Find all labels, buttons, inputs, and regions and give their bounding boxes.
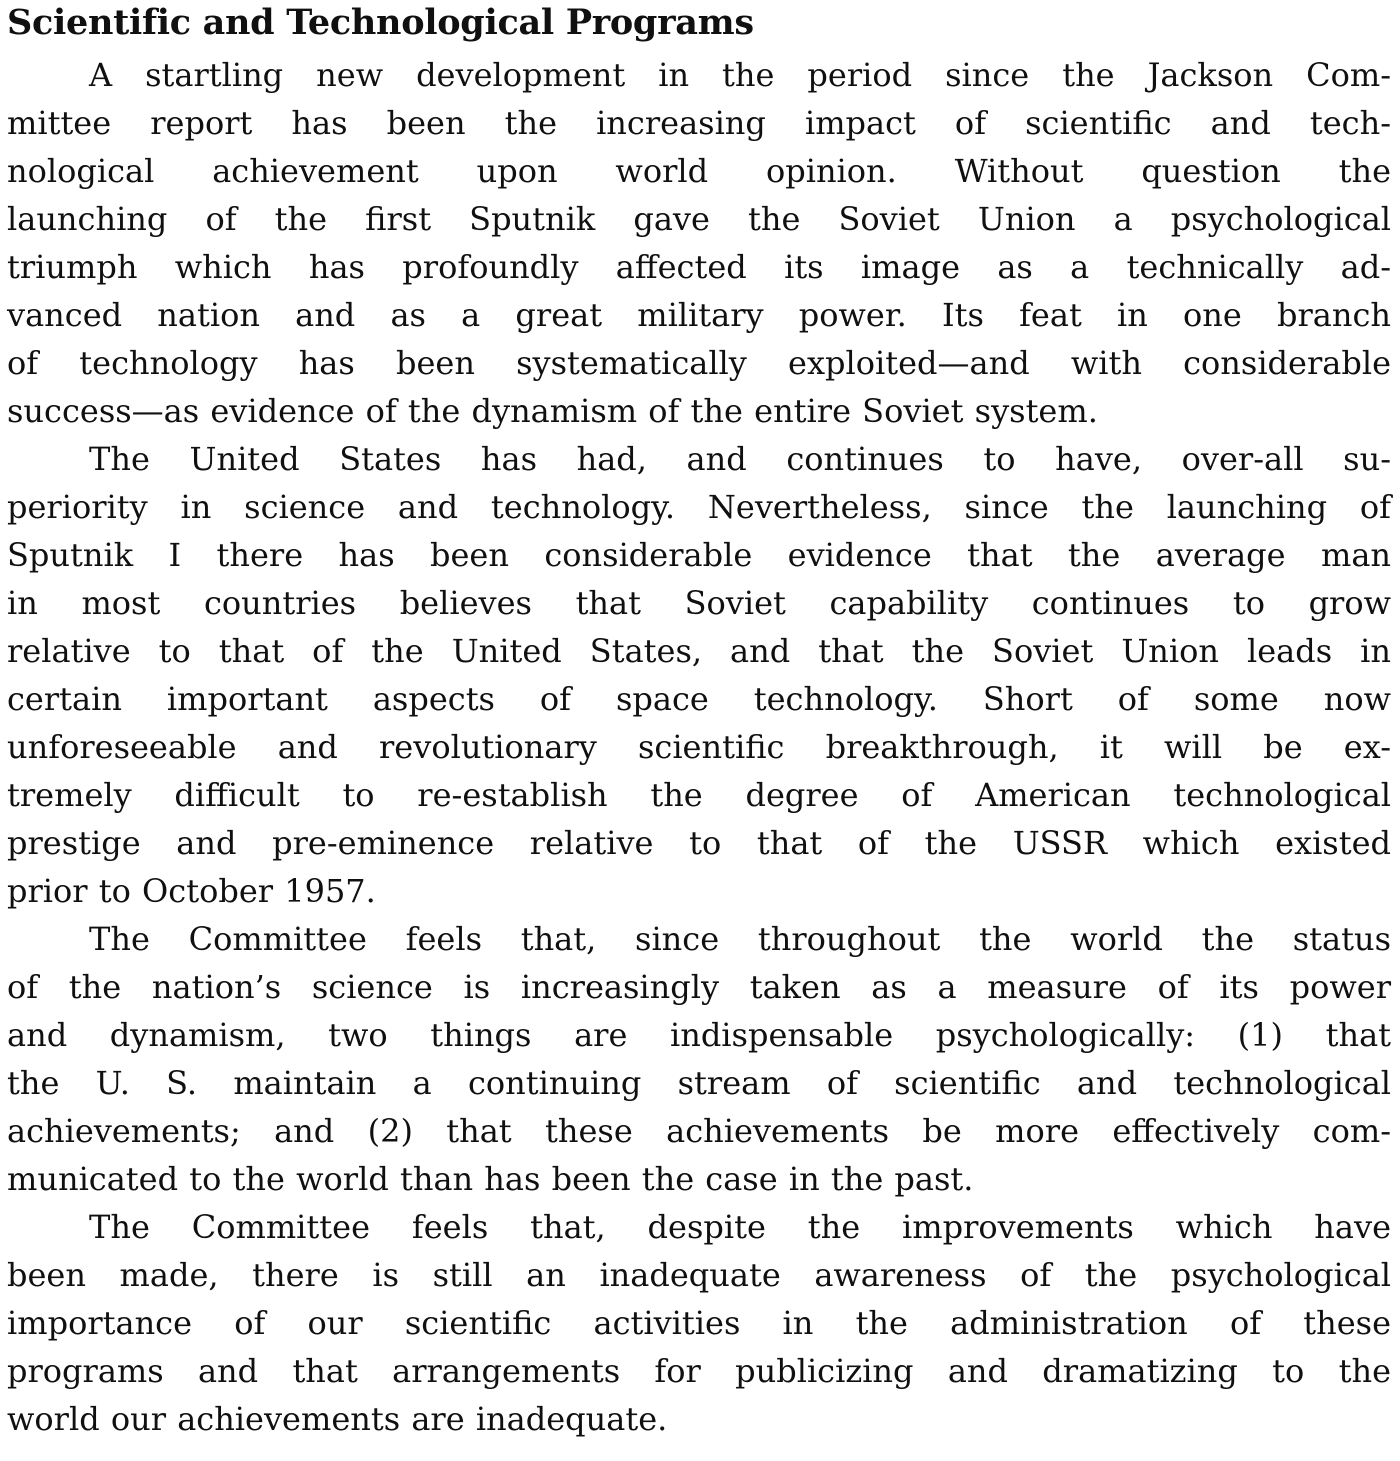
text-line: relative to that of the United States, and that the Soviet Union leads in <box>7 632 1391 670</box>
text-line: Sputnik I there has been considerable evidence that the average man <box>7 536 1391 574</box>
text-line: launching of the first Sputnik gave the Soviet Union a psychological <box>7 200 1391 238</box>
text-line: prior to October 1957. <box>7 872 376 910</box>
text-line: unforeseeable and revolutionary scientific breakthrough, it will be ex- <box>7 728 1391 766</box>
paragraph <box>7 1203 1391 1443</box>
text-line: triumph which has profoundly affected its image as a technically ad- <box>7 248 1391 286</box>
text-line: mittee report has been the increasing impact of scientific and tech- <box>7 104 1391 142</box>
text-line: achievements; and (2) that these achievements be more effectively com- <box>7 1112 1391 1150</box>
text-line: of technology has been systematically exploited—and with considerable <box>7 344 1391 382</box>
paragraph <box>7 915 1391 1203</box>
text-line: in most countries believes that Soviet capability continues to grow <box>7 584 1391 622</box>
text-line: periority in science and technology. Nevertheless, since the launching of <box>7 488 1391 526</box>
text-line: the U. S. maintain a continuing stream of scientific and technological <box>7 1064 1391 1102</box>
text-line: The United States has had, and continues to have, over-all su- <box>89 440 1391 478</box>
text-line: world our achievements are inadequate. <box>7 1400 668 1438</box>
document-body <box>7 51 1391 1443</box>
text-line: A startling new development in the period since the Jackson Com- <box>89 56 1391 94</box>
text-line: certain important aspects of space technology. Short of some now <box>7 680 1391 718</box>
text-line: tremely difficult to re-establish the degree of American technological <box>7 776 1391 814</box>
text-line: and dynamism, two things are indispensable psychologically: (1) that <box>7 1016 1391 1054</box>
text-line: been made, there is still an inadequate awareness of the psychological <box>7 1256 1391 1294</box>
document-heading: Scientific and Technological Programs <box>7 2 754 43</box>
text-line: programs and that arrangements for publicizing and dramatizing to the <box>7 1352 1391 1390</box>
paragraph <box>7 435 1391 915</box>
text-line: success—as evidence of the dynamism of the entire Soviet system. <box>7 392 1098 430</box>
text-line: The Committee feels that, since throughout the world the status <box>89 920 1391 958</box>
text-line: of the nation’s science is increasingly taken as a measure of its power <box>7 968 1391 1006</box>
text-line: The Committee feels that, despite the improvements which have <box>89 1208 1391 1246</box>
text-line: importance of our scientific activities in the administration of these <box>7 1304 1391 1342</box>
paragraph <box>7 51 1391 435</box>
text-line: prestige and pre-eminence relative to that of the USSR which existed <box>7 824 1391 862</box>
text-line: vanced nation and as a great military power. Its feat in one branch <box>7 296 1391 334</box>
text-line: nological achievement upon world opinion. Without question the <box>7 152 1391 190</box>
text-line: municated to the world than has been the case in the past. <box>7 1160 974 1198</box>
